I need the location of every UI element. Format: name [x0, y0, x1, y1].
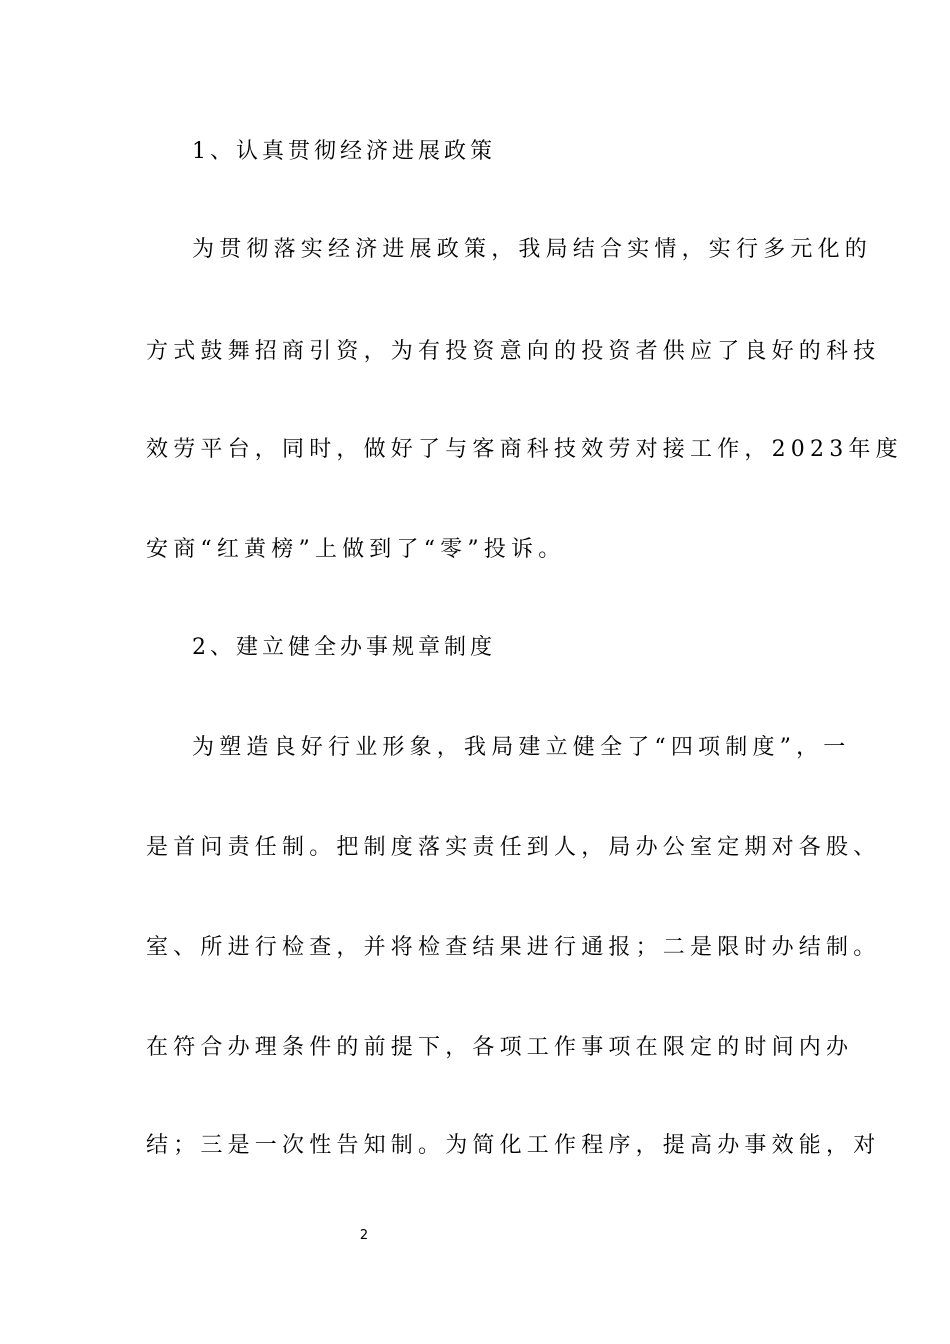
page-number: 2 — [359, 1228, 369, 1243]
section-heading-2: 2、建立健全办事规章制度 — [192, 635, 496, 660]
paragraph-line: 室、所进行检查，并将检查结果进行通报；二是限时办结制。 — [146, 935, 881, 960]
paragraph-line: 为贯彻落实经济进展政策，我局结合实情，实行多元化的 — [192, 237, 873, 262]
paragraph-line: 结；三是一次性告知制。为简化工作程序，提高办事效能，对 — [146, 1133, 881, 1158]
paragraph-line: 效劳平台，同时，做好了与客商科技效劳对接工作，2023年度 — [146, 437, 903, 462]
paragraph-line: 为塑造良好行业形象，我局建立健全了“四项制度”，一 — [192, 735, 851, 760]
paragraph-line: 安商“红黄榜”上做到了“零”投诉。 — [146, 537, 566, 562]
section-heading-1: 1、认真贯彻经济进展政策 — [192, 139, 496, 164]
paragraph-line: 方式鼓舞招商引资，为有投资意向的投资者供应了良好的科技 — [146, 339, 881, 364]
paragraph-line: 是首问责任制。把制度落实责任到人，局办公室定期对各股、 — [146, 835, 881, 860]
paragraph-line: 在符合办理条件的前提下，各项工作事项在限定的时间内办 — [146, 1035, 854, 1060]
